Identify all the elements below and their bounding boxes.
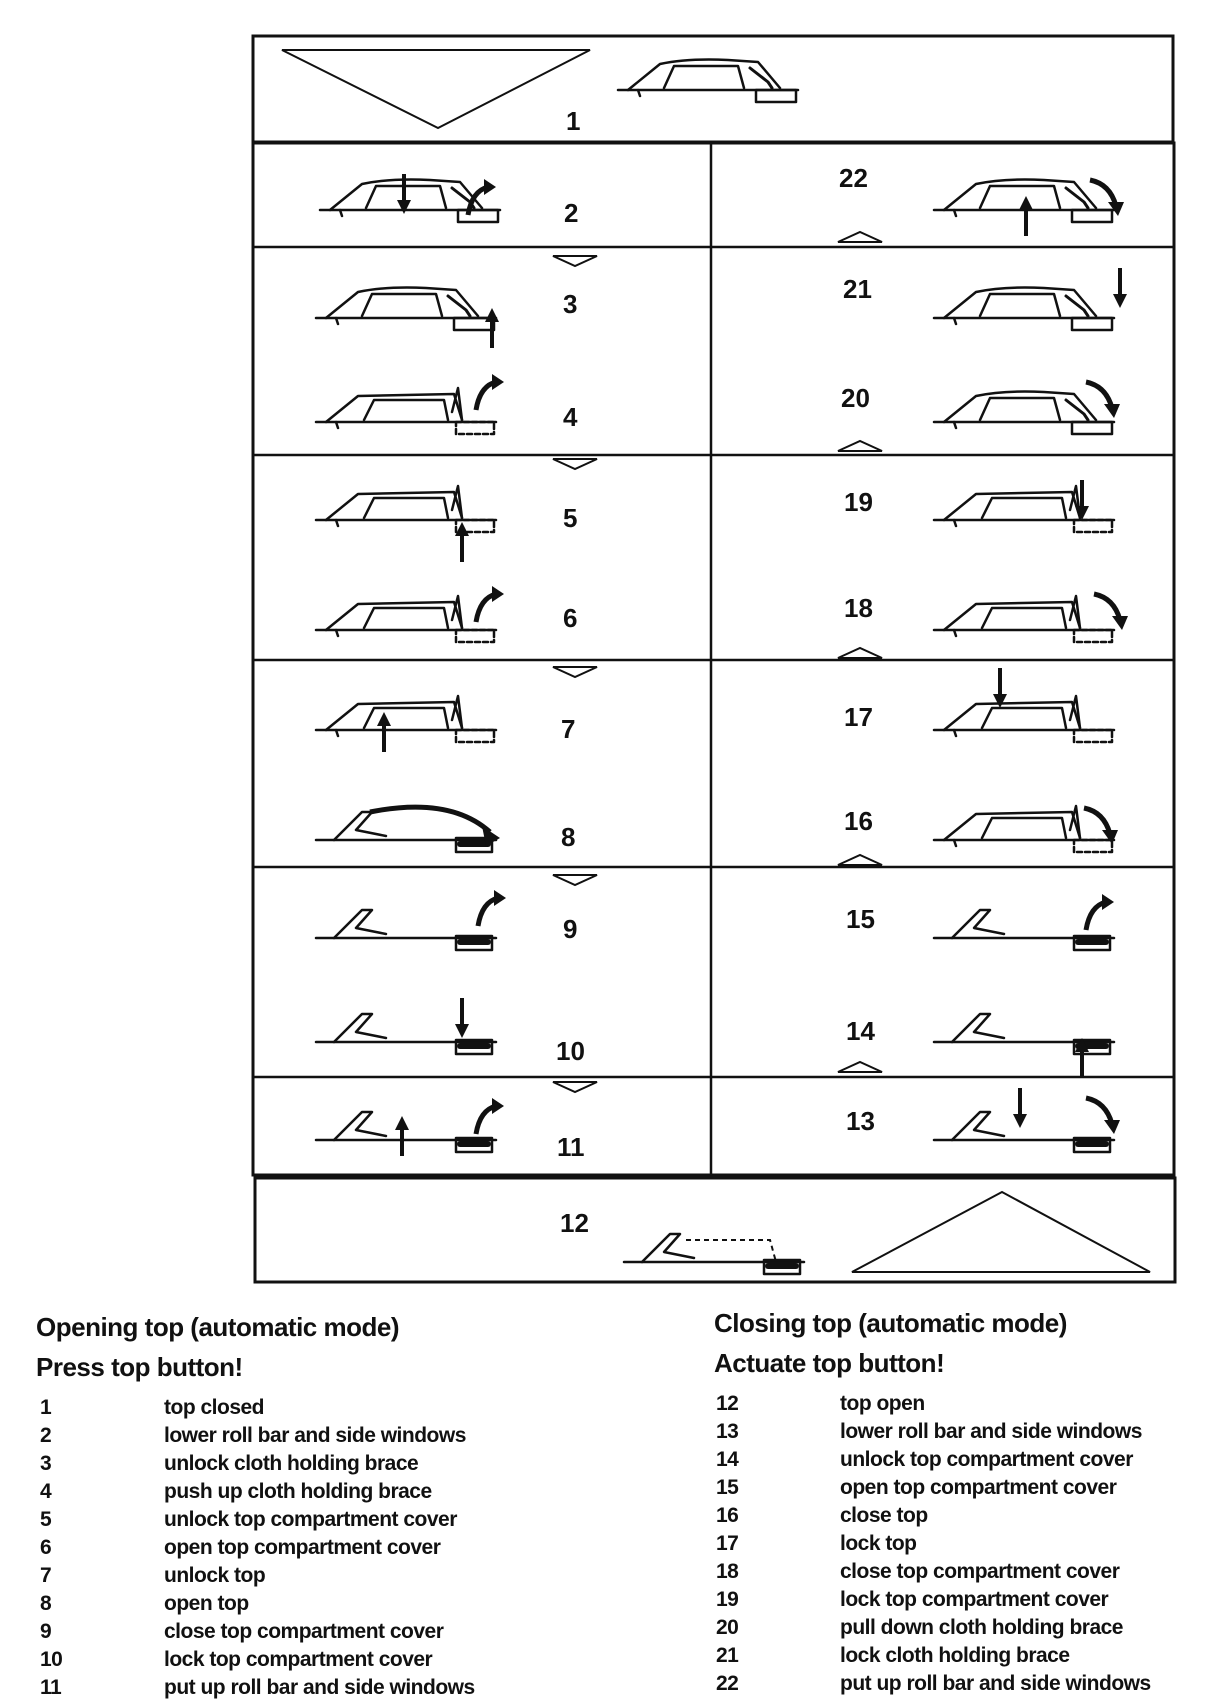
opening-direction-markers [553,256,597,1092]
step-number-13: 13 [846,1106,875,1136]
car-illustration-18 [934,594,1128,642]
step-number-15: 15 [846,904,875,934]
car-illustration-21 [934,268,1127,330]
step-number-20: 20 [841,383,870,413]
large-up-triangle [852,1192,1150,1272]
step-number-12: 12 [560,1208,589,1238]
step-number-18: 18 [844,593,873,623]
step-number-16: 16 [844,806,873,836]
step-number-6: 6 [563,603,578,633]
car-illustration-14 [934,1014,1114,1078]
step-number-1: 1 [566,106,581,136]
step-number-14: 14 [846,1016,875,1046]
step-number-7: 7 [561,714,576,744]
car-illustration-20 [934,382,1120,434]
car-illustration-13 [934,1088,1120,1152]
car-illustration-6 [316,586,504,642]
diagram-frames [253,36,1175,1282]
step-number-19: 19 [844,487,873,517]
step-number-10: 10 [556,1036,585,1066]
car-illustration-4 [316,374,504,434]
car-illustration-15 [934,894,1114,950]
opening-section-title: Opening top (automatic mode) [36,1312,399,1342]
car-illustration-19 [934,480,1114,532]
car-illustration-5 [316,486,496,562]
step-number-21: 21 [843,274,872,304]
car-illustration-11 [316,1098,504,1156]
car-illustration-7 [316,696,496,752]
step-number-3: 3 [563,289,578,319]
step-number-9: 9 [563,914,578,944]
car-illustration-3 [316,288,499,349]
car-illustration-16 [934,806,1118,852]
car-illustration-2 [320,174,500,222]
step-number-11: 11 [557,1132,585,1162]
car-illustration-12 [624,1234,804,1274]
step-number-8: 8 [561,822,576,852]
closing-section-title: Closing top (automatic mode) [714,1308,1067,1338]
opening-step-list: 1 top closed 2 lower roll bar and side windows 3 unlock cloth holding brace 4 push up cloth holding brace 5 unlock top compartment cover 6 open top compartment cover 7 unlock top 8 open top 9 close top compartment cover 10 lock top compartment cover 11 put up roll bar and side windows [40,1396,475,1699]
car-illustration-8 [316,807,500,852]
step-number-17: 17 [844,702,873,732]
car-illustration-17 [934,668,1114,742]
car-illustration-22 [934,180,1124,237]
step-number-5: 5 [563,503,578,533]
car-illustration-9 [316,890,506,950]
closing-section-instruction: Actuate top button! [714,1348,945,1378]
step-number-22: 22 [839,163,868,193]
step-number-2: 2 [564,198,579,228]
opening-section-instruction: Press top button! [36,1352,243,1382]
closing-direction-markers [838,232,882,1072]
car-illustration-1 [618,60,798,103]
large-down-triangle [282,50,590,128]
closing-step-list: 12 top open 13 lower roll bar and side windows 14 unlock top compartment cover 15 open top compartment cover 16 close top 17 lock top 18 close top compartment cover 19 lock top compartment cover 20 pull down cloth holding brace 21 lock cloth holding brace 22 put up roll bar and side windows [716,1392,1151,1695]
step-number-4: 4 [563,402,578,432]
car-illustration-10 [316,998,496,1054]
